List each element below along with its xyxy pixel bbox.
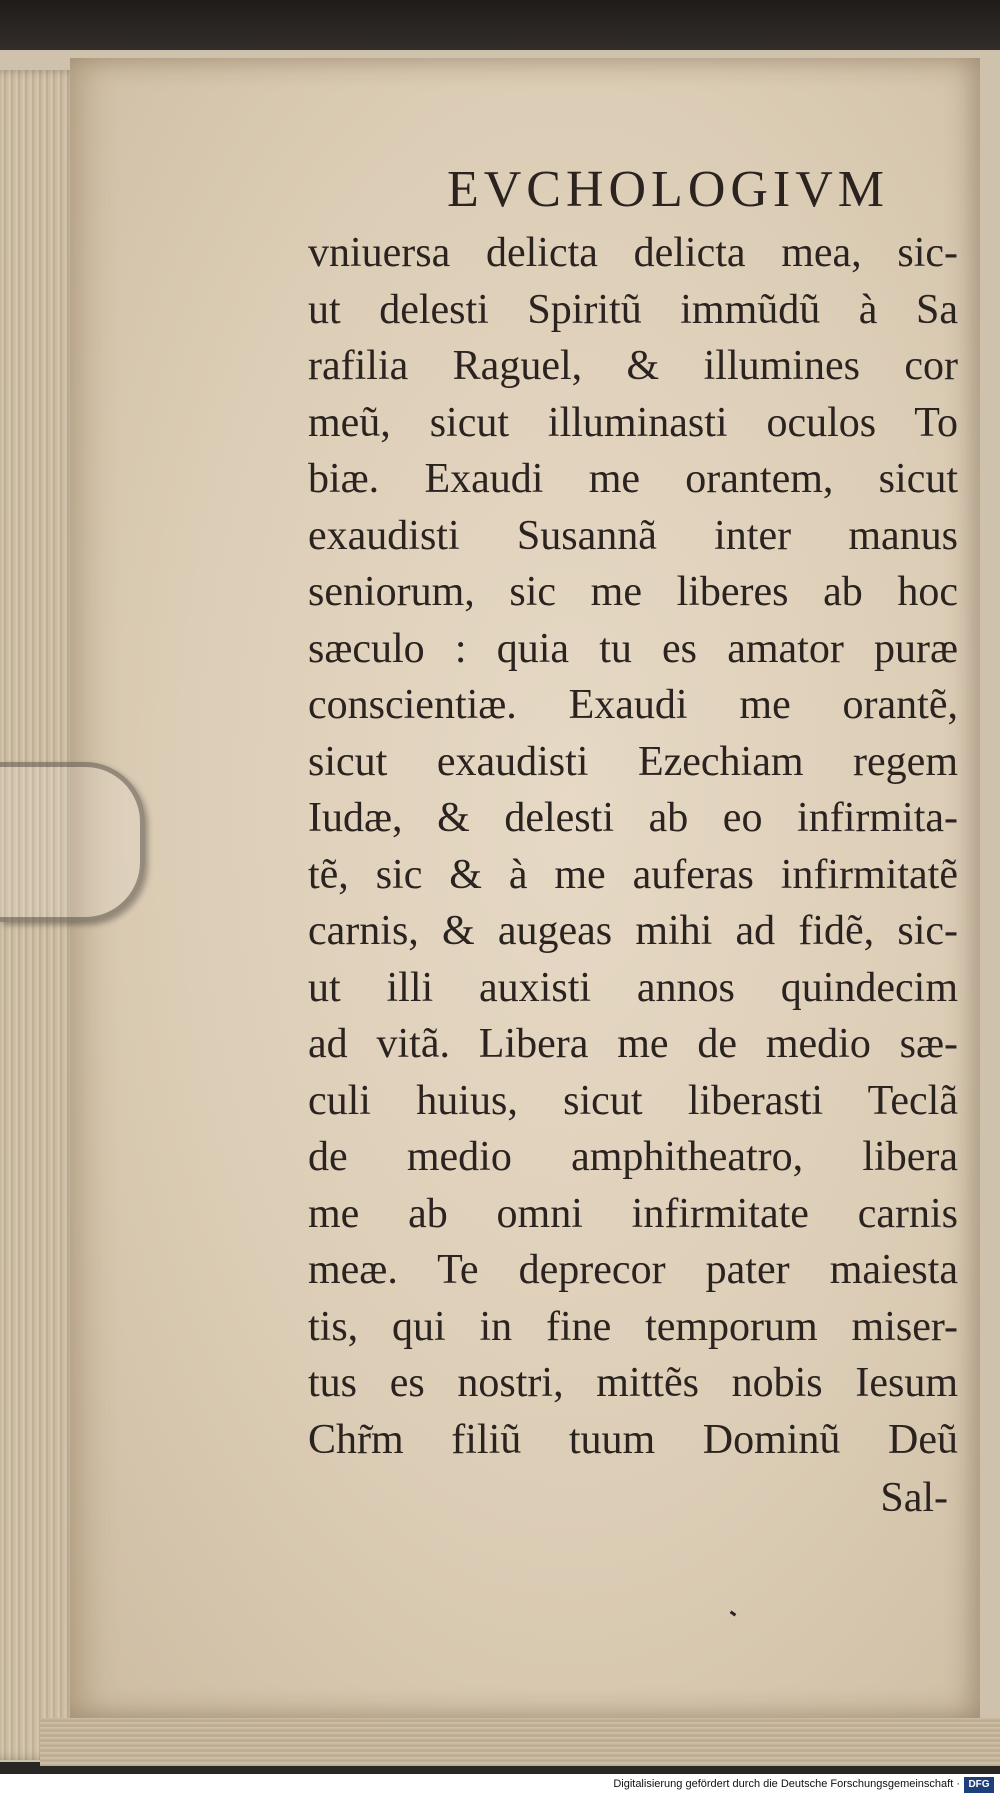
text-line-content: seniorum, sic me liberes ab hoc xyxy=(308,569,958,615)
text-line xyxy=(308,1355,958,1412)
text-line-content: Chr̃m filiũ tuum Dominũ Deũ xyxy=(308,1416,958,1463)
text-line xyxy=(308,1412,958,1469)
text-line-content: vniuersa delicta delicta mea, sic- xyxy=(308,230,958,276)
text-line-content: meæ. Te deprecor pater maiesta xyxy=(308,1247,958,1293)
text-line-content: ut illi auxisti annos quindecim xyxy=(308,964,958,1011)
text-line-content: sicut exaudisti Ezechiam regem xyxy=(308,738,958,785)
text-line-content: me ab omni infirmitate carnis xyxy=(308,1190,958,1237)
catchword: Sal- xyxy=(880,1475,948,1521)
text-line xyxy=(308,677,958,734)
text-line-content: conscientiæ. Exaudi me orantẽ, xyxy=(308,682,958,728)
text-line xyxy=(308,1186,958,1243)
text-line-content: ut delesti Spiritũ immũdũ à Sa xyxy=(308,286,958,333)
footer xyxy=(0,1774,1000,1798)
text-line-content: Iudæ, & delesti ab eo infirmita- xyxy=(308,795,958,841)
text-block xyxy=(308,160,958,1528)
text-line-content: sæculo : quia tu es amator puræ xyxy=(308,625,958,672)
text-line-content: meũ, sicut illuminasti oculos To xyxy=(308,399,958,446)
footer-credit: Digitalisierung gefördert durch die Deutsche Forschungsgemeinschaft · xyxy=(613,1778,960,1790)
dfg-logo: DFG xyxy=(964,1777,994,1793)
text-line-content: de medio amphitheatro, libera xyxy=(308,1134,958,1180)
text-line-content: biæ. Exaudi me orantem, sicut xyxy=(308,456,958,502)
text-line-content: rafilia Raguel, & illumines cor xyxy=(308,343,958,389)
text-line-content: carnis, & augeas mihi ad fidẽ, sic- xyxy=(308,908,958,954)
page-clip xyxy=(0,762,145,922)
text-line xyxy=(308,564,958,621)
text-line xyxy=(308,960,958,1017)
text-line xyxy=(308,1299,958,1356)
text-line xyxy=(308,734,958,791)
text-lines xyxy=(308,225,958,1468)
text-line xyxy=(308,1242,958,1299)
text-line xyxy=(308,451,958,508)
bottom-page-edges xyxy=(40,1718,1000,1766)
text-line xyxy=(308,1129,958,1186)
text-line xyxy=(308,903,958,960)
text-line xyxy=(308,338,958,395)
text-line-content: tis, qui in fine temporum miser- xyxy=(308,1303,958,1350)
text-line xyxy=(308,395,958,452)
text-line xyxy=(308,282,958,339)
text-line-content: ad vitã. Libera me de medio sæ- xyxy=(308,1021,958,1067)
running-head: EVCHOLOGIVM xyxy=(446,161,890,218)
text-line xyxy=(308,621,958,678)
text-line xyxy=(308,847,958,904)
text-line xyxy=(308,790,958,847)
text-line xyxy=(308,225,958,282)
text-line-content: tus es nostri, mittẽs nobis Iesum xyxy=(308,1360,958,1406)
text-line-content: culi huius, sicut liberasti Teclã xyxy=(308,1077,958,1124)
text-line-content: exaudisti Susannã inter manus xyxy=(308,512,958,559)
text-line xyxy=(308,1016,958,1073)
text-line xyxy=(308,1073,958,1130)
text-line-content: tẽ, sic & à me auferas infirmitatẽ xyxy=(308,851,958,898)
text-line xyxy=(308,508,958,565)
